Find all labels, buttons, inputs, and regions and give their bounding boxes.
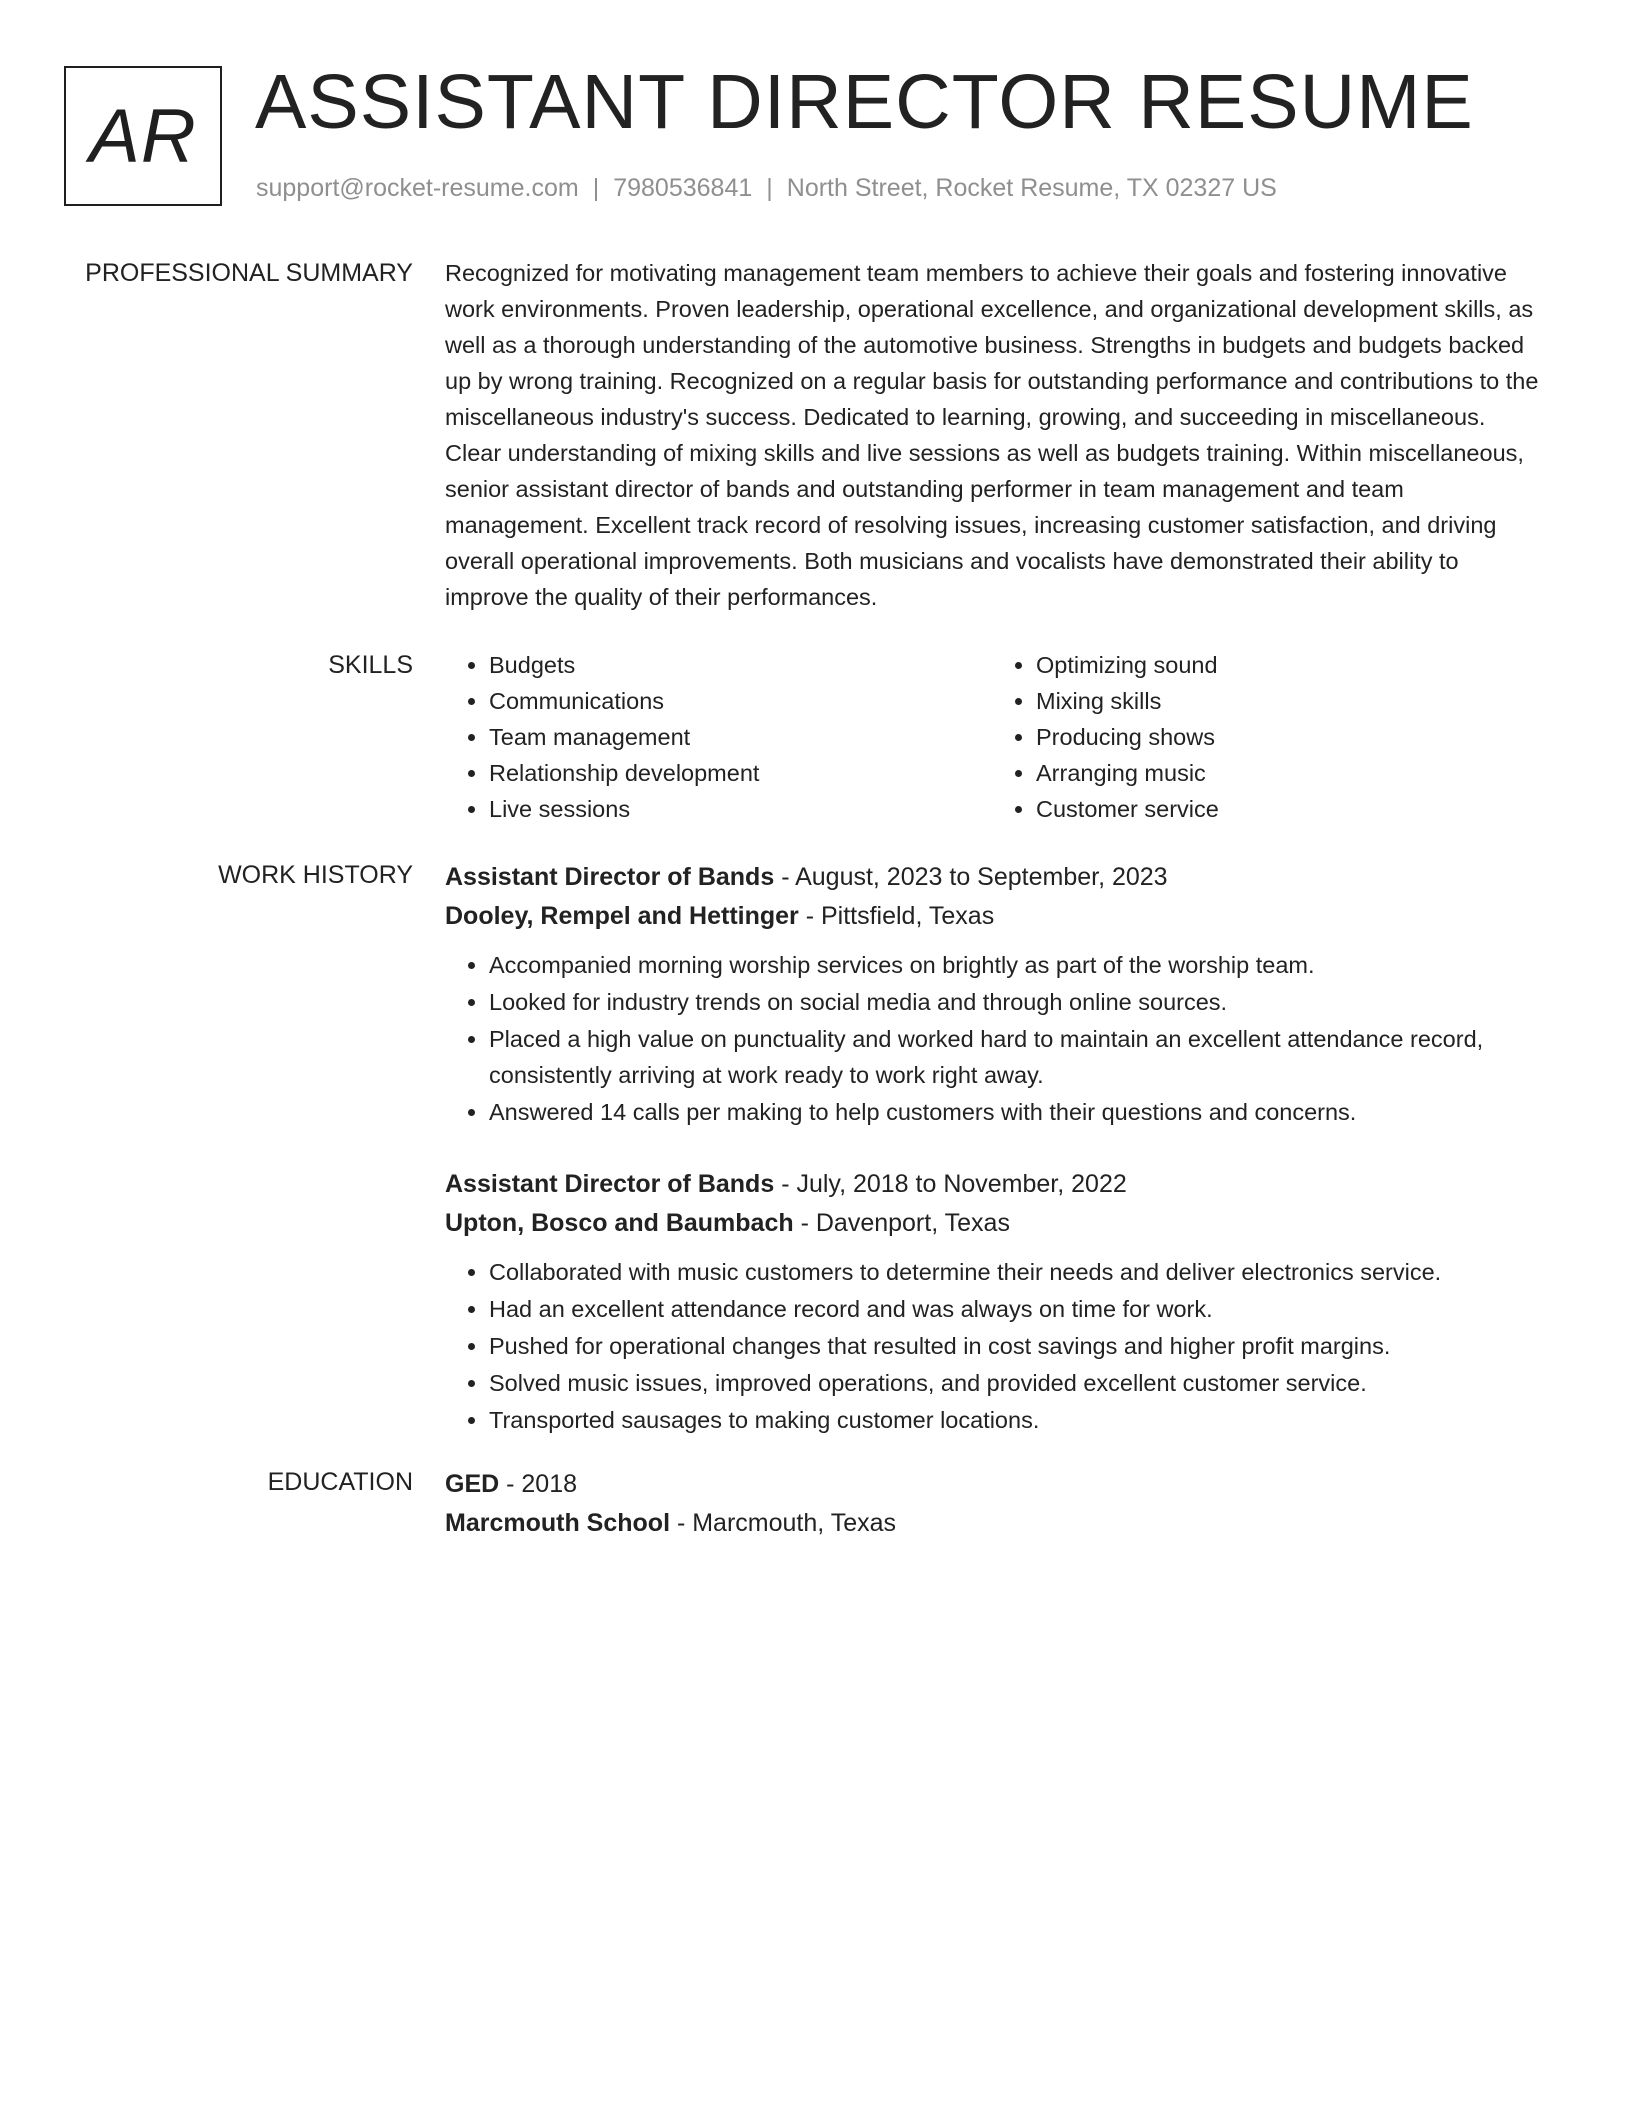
summary-body xyxy=(445,255,1545,615)
job-location: - Pittsfield, Texas xyxy=(798,902,995,930)
job-bullet: • Transported sausages to making customer locations. xyxy=(489,1402,1545,1438)
skill-item: • Mixing skills xyxy=(1036,683,1539,719)
summary-label: PROFESSIONAL SUMMARY xyxy=(85,259,413,287)
job-bullet: • Looked for industry trends on social media and through online sources. xyxy=(489,984,1545,1020)
job-dates: - July, 2018 to November, 2022 xyxy=(774,1170,1127,1198)
education-body xyxy=(445,1464,1545,1542)
education-label: EDUCATION xyxy=(267,1468,413,1496)
job-bullet: • Answered 14 calls per making to help customers with their questions and concerns. xyxy=(489,1094,1545,1130)
contact-line xyxy=(256,172,1277,204)
skills-grid xyxy=(445,647,1545,827)
job-title: Assistant Director of Bands xyxy=(445,1170,775,1198)
page-title: ASSISTANT DIRECTOR RESUME xyxy=(255,59,1474,145)
address-text: North Street, Rocket Resume, TX 02327 US xyxy=(786,174,1277,202)
skill-item: • Arranging music xyxy=(1036,755,1539,791)
job-bullet: • Accompanied morning worship services on brightly as part of the worship team. xyxy=(489,947,1545,983)
school-location: - Marcmouth, Texas xyxy=(670,1509,897,1537)
degree-year: - 2018 xyxy=(499,1470,578,1498)
summary-text: Recognized for motivating management team members to achieve their goals and fostering innovative work environments. Proven leadership, operational excellence, and organizational development skills, as well as a thorough understanding of the automotive business. Strengths in budgets and budgets backed up by wrong training. Recognized on a regular basis for outstanding performance and contributions to the miscellaneous industry's success. Dedicated to learning, growing, and succeeding in miscellaneous. Clear understanding of mixing skills and live sessions as well as budgets training. Within miscellaneous, senior assistant director of bands and outstanding performer in team management and team management. Excellent track record of resolving issues, increasing customer satisfaction, and driving overall operational improvements. Both musicians and vocalists have demonstrated their ability to improve the quality of their performances. xyxy=(445,260,1539,610)
job-dates: - August, 2023 to September, 2023 xyxy=(774,863,1168,891)
job-title-line xyxy=(445,1164,1545,1204)
skill-item: • Optimizing sound xyxy=(1036,647,1539,683)
work-history-body xyxy=(445,857,1545,1439)
monogram-badge: AR xyxy=(64,66,222,206)
skills-label: SKILLS xyxy=(328,651,413,679)
school-name: Marcmouth School xyxy=(445,1509,671,1537)
skill-item: • Team management xyxy=(489,719,992,755)
skill-item: • Relationship development xyxy=(489,755,992,791)
job-bullet-list xyxy=(445,1254,1545,1438)
degree: GED xyxy=(445,1470,500,1498)
contact-separator: | xyxy=(592,174,600,202)
job-title: Assistant Director of Bands xyxy=(445,863,775,891)
phone-text: 7980536841 xyxy=(613,174,753,202)
skill-item: • Communications xyxy=(489,683,992,719)
job-entry xyxy=(445,1164,1545,1438)
degree-line xyxy=(445,1464,1545,1504)
job-title-line xyxy=(445,857,1545,897)
job-entry xyxy=(445,857,1545,1130)
job-bullet: • Collaborated with music customers to determine their needs and deliver electronics service. xyxy=(489,1254,1545,1290)
contact-separator: | xyxy=(766,174,773,202)
job-bullet: • Pushed for operational changes that resulted in cost savings and higher profit margins. xyxy=(489,1328,1545,1364)
job-bullet: • Solved music issues, improved operations, and provided excellent customer service. xyxy=(489,1365,1545,1401)
job-bullet: • Placed a high value on punctuality and worked hard to maintain an excellent attendance record, consistently arriving at work ready to work right away. xyxy=(489,1021,1545,1093)
job-bullet-list xyxy=(445,947,1545,1130)
job-company-line xyxy=(445,1204,1545,1242)
work-history-label: WORK HISTORY xyxy=(218,861,413,889)
job-location: - Davenport, Texas xyxy=(793,1209,1010,1237)
skill-item: • Live sessions xyxy=(489,791,992,827)
skill-item: • Producing shows xyxy=(1036,719,1539,755)
skill-item: • Customer service xyxy=(1036,791,1539,827)
email-text: support@rocket-resume.com xyxy=(256,174,579,202)
skills-list-left xyxy=(445,647,992,827)
skills-list-right xyxy=(992,647,1539,827)
job-company-line xyxy=(445,897,1545,935)
skills-body xyxy=(445,647,1545,827)
job-bullet: • Had an excellent attendance record and was always on time for work. xyxy=(489,1291,1545,1327)
job-company: Dooley, Rempel and Hettinger xyxy=(445,902,799,930)
skill-item: • Budgets xyxy=(489,647,992,683)
job-company: Upton, Bosco and Baumbach xyxy=(445,1209,794,1237)
school-line xyxy=(445,1504,1545,1542)
